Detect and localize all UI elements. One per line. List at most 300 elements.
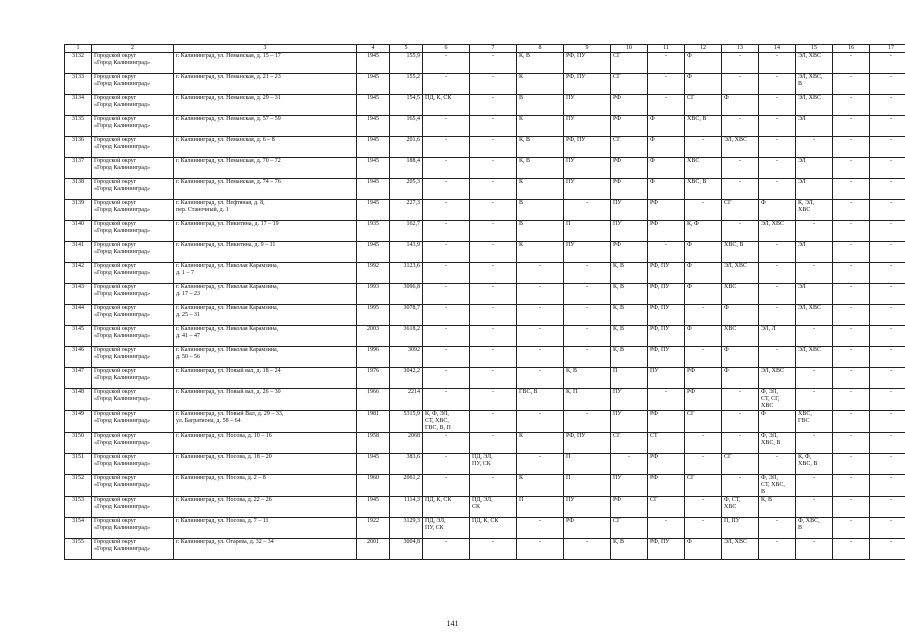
table-cell: 1976	[357, 368, 390, 389]
table-row	[65, 497, 905, 518]
table-cell: -	[423, 368, 470, 389]
table-cell: СГ	[685, 475, 722, 497]
table-cell: -	[833, 475, 870, 497]
table-cell: Городской округ «Город Калининград»	[92, 200, 174, 221]
table-cell: -	[648, 242, 685, 263]
table-cell: Ф	[648, 116, 685, 137]
table-cell: г. Калининград, ул. Неманская, д. 57 – 59	[174, 116, 357, 137]
table-cell: К	[517, 475, 564, 497]
table-cell: Городской округ «Город Калининград»	[92, 137, 174, 158]
table-cell: -	[833, 284, 870, 305]
table-cell: 1922	[357, 518, 390, 539]
table-cell: ЭЛ	[796, 242, 833, 263]
table-cell: -	[796, 368, 833, 389]
table-cell: -	[870, 326, 905, 347]
table-cell: 188,4	[390, 158, 423, 179]
table-cell: 143,9	[390, 242, 423, 263]
table-cell: -	[423, 179, 470, 200]
table-cell: г. Калининград, ул. Неманская, д. 6 – 8	[174, 137, 357, 158]
table-row	[65, 305, 905, 326]
table-cell: -	[423, 242, 470, 263]
table-cell: К, В	[611, 284, 648, 305]
table-cell: ПД, К, СК	[470, 518, 517, 539]
table-cell: -	[759, 305, 796, 326]
table-cell: 2214	[390, 389, 423, 411]
table-cell: 1960	[357, 475, 390, 497]
table-cell: РФ	[611, 497, 648, 518]
table-cell: -	[648, 95, 685, 116]
table-cell: -	[722, 475, 759, 497]
table-cell: -	[722, 116, 759, 137]
table-cell: 3129,3	[390, 518, 423, 539]
table-cell: Ф	[722, 305, 759, 326]
table-cell: ЭЛ, ХВС	[722, 263, 759, 284]
table-cell: -	[685, 518, 722, 539]
table-cell: 1992	[357, 263, 390, 284]
table-cell: -	[564, 411, 611, 433]
table-cell: К, Ф, ЭЛ, СТ, ХВС, ГВС, В, П	[423, 411, 470, 433]
table-cell: Ф	[685, 263, 722, 284]
table-cell: РФ, ПУ	[648, 326, 685, 347]
table-cell: -	[796, 389, 833, 411]
table-cell: г. Калининград, ул. Новый вал, д. 18 – 24	[174, 368, 357, 389]
table-cell: ЭЛ, ХВС	[759, 368, 796, 389]
table-cell: 3154	[65, 518, 92, 539]
table-cell: СГ	[648, 497, 685, 518]
column-number: 15	[796, 45, 833, 53]
table-cell: -	[648, 518, 685, 539]
table-cell: -	[470, 137, 517, 158]
table-cell: Ф	[685, 242, 722, 263]
table-cell: -	[470, 284, 517, 305]
table-cell: -	[685, 200, 722, 221]
table-cell: 1945	[357, 53, 390, 74]
table-cell: 3147	[65, 368, 92, 389]
table-cell: 1945	[357, 200, 390, 221]
table-cell: 155,9	[390, 53, 423, 74]
table-cell: -	[870, 433, 905, 454]
table-cell: В	[517, 221, 564, 242]
table-cell: РФ	[648, 200, 685, 221]
table-cell: Городской округ «Город Калининград»	[92, 74, 174, 95]
table-cell: Городской округ «Город Калининград»	[92, 454, 174, 475]
table-cell: ПД, К, СК	[423, 497, 470, 518]
table-cell: г. Калининград, ул. Неманская, д. 15 – 17	[174, 53, 357, 74]
table-cell: г. Калининград, ул. Нефтяная, д. 8, пер. Станочный, д. 1	[174, 200, 357, 221]
table-cell: ЭЛ	[796, 158, 833, 179]
table-cell: -	[470, 221, 517, 242]
table-cell: -	[470, 116, 517, 137]
table-cell: ЭЛ, ХВС	[722, 137, 759, 158]
table-cell: г. Калининград, ул. Неманская, д. 29 – 31	[174, 95, 357, 116]
table-cell: К, В	[564, 368, 611, 389]
table-cell: -	[564, 347, 611, 368]
table-cell: -	[870, 411, 905, 433]
table-cell: Городской округ «Город Калининград»	[92, 53, 174, 74]
table-cell: 3135	[65, 116, 92, 137]
table-cell: 1945	[357, 497, 390, 518]
table-cell: РФ	[648, 475, 685, 497]
table-cell: -	[517, 454, 564, 475]
table-cell: 3140	[65, 221, 92, 242]
table-cell: Ф, ЭЛ, ХВС, В	[759, 433, 796, 454]
table-cell: 3092	[390, 347, 423, 368]
table-cell: -	[833, 305, 870, 326]
table-cell: -	[833, 95, 870, 116]
table-cell: -	[423, 326, 470, 347]
table-cell: ПУ	[648, 368, 685, 389]
table-cell: -	[833, 242, 870, 263]
table-cell: Городской округ «Город Калининград»	[92, 242, 174, 263]
table-cell: П	[564, 475, 611, 497]
table-cell: -	[611, 454, 648, 475]
table-row	[65, 454, 905, 475]
column-number-row	[65, 45, 905, 53]
table-cell: 1114,3	[390, 497, 423, 518]
table-cell: 1945	[357, 158, 390, 179]
column-number: 2	[92, 45, 174, 53]
table-cell: -	[648, 74, 685, 95]
table-cell: Городской округ «Город Калининград»	[92, 411, 174, 433]
table-cell: -	[564, 326, 611, 347]
table-cell: -	[870, 263, 905, 284]
table-row	[65, 539, 905, 560]
table-cell: РФ	[611, 158, 648, 179]
table-cell: ХВС, ГВС	[796, 411, 833, 433]
table-cell: -	[833, 518, 870, 539]
table-cell: -	[722, 74, 759, 95]
table-cell: -	[796, 475, 833, 497]
table-cell: -	[648, 389, 685, 411]
table-cell: 2001	[357, 539, 390, 560]
table-cell: 3134	[65, 95, 92, 116]
table-cell: РФ, ПУ	[564, 74, 611, 95]
table-cell: -	[423, 137, 470, 158]
table-cell: -	[759, 539, 796, 560]
column-number: 7	[470, 45, 517, 53]
table-cell: г. Калининград, ул. Носова, д. 22 – 26	[174, 497, 357, 518]
table-cell: ЭЛ, ХВС	[796, 53, 833, 74]
table-cell: П, ПУ	[722, 518, 759, 539]
table-row	[65, 284, 905, 305]
table-cell: К, В	[611, 347, 648, 368]
table-cell: -	[833, 53, 870, 74]
table-cell: -	[870, 116, 905, 137]
table-cell: ГВС, В	[517, 389, 564, 411]
table-cell: 227,3	[390, 200, 423, 221]
column-number: 1	[65, 45, 92, 53]
table-cell: 1945	[357, 74, 390, 95]
table-cell: г. Калининград, ул. Носова, д. 7 – 11	[174, 518, 357, 539]
table-cell: г. Калининград, ул. Николая Карамзина, д. 1 – 7	[174, 263, 357, 284]
table-cell: г. Калининград, ул. Носова, д. 10 – 16	[174, 433, 357, 454]
table-cell: ПД, ЭЛ, ПУ, СК	[470, 454, 517, 475]
column-number: 11	[648, 45, 685, 53]
table-cell: 3137	[65, 158, 92, 179]
table-cell: г. Калининград, ул. Огарева, д. 32 – 34	[174, 539, 357, 560]
table-cell: -	[470, 179, 517, 200]
table-cell: -	[759, 95, 796, 116]
table-cell: -	[759, 179, 796, 200]
table-cell: 3148	[65, 389, 92, 411]
table-cell: Городской округ «Город Калининград»	[92, 263, 174, 284]
table-cell: -	[870, 200, 905, 221]
table-cell: ПУ	[611, 200, 648, 221]
table-row	[65, 347, 905, 368]
table-cell: -	[517, 284, 564, 305]
table-cell: -	[470, 347, 517, 368]
table-cell: -	[870, 284, 905, 305]
table-cell: 2061,2	[390, 475, 423, 497]
table-cell: -	[423, 221, 470, 242]
table-cell: -	[870, 158, 905, 179]
table-cell: 3132	[65, 53, 92, 74]
column-number: 5	[390, 45, 423, 53]
table-cell: -	[796, 263, 833, 284]
table-cell: -	[685, 305, 722, 326]
table-cell: Ф	[722, 95, 759, 116]
table-cell: Городской округ «Город Калининград»	[92, 179, 174, 200]
table-cell: 1995	[357, 305, 390, 326]
table-cell: г. Калининград, ул. Неманская, д. 74 – 76	[174, 179, 357, 200]
table-cell: -	[423, 454, 470, 475]
table-cell: 1945	[357, 179, 390, 200]
table-cell: 3618,2	[390, 326, 423, 347]
table-cell: 1945	[357, 137, 390, 158]
table-cell: Ф	[759, 411, 796, 433]
table-cell: -	[759, 158, 796, 179]
table-cell: 1981	[357, 411, 390, 433]
table-cell: 1958	[357, 433, 390, 454]
table-cell: Ф	[648, 137, 685, 158]
table-cell: г. Калининград, ул. Неманская, д. 21 – 23	[174, 74, 357, 95]
table-cell: г. Калининград, ул. Новый Вал, д. 29 – 33, ул. Багратиона, д. 58 – 64	[174, 411, 357, 433]
page-number: 141	[446, 619, 459, 628]
table-cell: 383,6	[390, 454, 423, 475]
table-cell: ПУ	[564, 242, 611, 263]
table-cell: К, ЭЛ, ХВС	[796, 200, 833, 221]
table-cell: г. Калининград, ул. Николая Карамзина, д. 50 – 56	[174, 347, 357, 368]
table-cell: -	[423, 200, 470, 221]
table-cell: -	[470, 475, 517, 497]
table-cell: г. Калининград, ул. Николая Карамзина, д. 25 – 31	[174, 305, 357, 326]
table-cell: -	[870, 221, 905, 242]
table-cell: 1945	[357, 242, 390, 263]
table-cell: К, Ф	[685, 221, 722, 242]
table-cell: -	[833, 200, 870, 221]
table-cell: ХВС, В	[685, 179, 722, 200]
table-cell: -	[759, 137, 796, 158]
table-cell: ЭЛ, ХВС	[796, 95, 833, 116]
table-cell: -	[796, 137, 833, 158]
table-cell: -	[759, 53, 796, 74]
table-cell: 3143	[65, 284, 92, 305]
table-cell: г. Калининград, ул. Новый вал, д. 26 – 30	[174, 389, 357, 411]
table-row	[65, 475, 905, 497]
table-cell: 3149	[65, 411, 92, 433]
table-cell: 3150	[65, 433, 92, 454]
table-cell: СГ	[611, 137, 648, 158]
table-cell: 5315,9	[390, 411, 423, 433]
table-cell: 154,5	[390, 95, 423, 116]
table-cell: -	[423, 475, 470, 497]
column-number: 6	[423, 45, 470, 53]
table-cell: -	[796, 497, 833, 518]
table-cell: Ф	[759, 200, 796, 221]
table-row	[65, 411, 905, 433]
table-cell: Городской округ «Город Калининград»	[92, 518, 174, 539]
table-cell: К	[517, 242, 564, 263]
table-cell: -	[870, 518, 905, 539]
table-cell: П	[564, 221, 611, 242]
table-cell: -	[423, 433, 470, 454]
table-cell: Ф	[685, 326, 722, 347]
table-cell: -	[470, 368, 517, 389]
table-cell: -	[759, 518, 796, 539]
table-row	[65, 242, 905, 263]
table-cell: -	[564, 284, 611, 305]
table-cell: -	[870, 475, 905, 497]
table-cell: -	[423, 53, 470, 74]
table-cell: -	[470, 539, 517, 560]
table-cell: -	[423, 263, 470, 284]
table-cell: -	[759, 242, 796, 263]
table-cell: Городской округ «Город Калининград»	[92, 95, 174, 116]
table-cell: РФ	[648, 411, 685, 433]
table-cell: Ф, ЭЛ, СТ, ХВС, В	[759, 475, 796, 497]
table-cell: г. Калининград, ул. Николая Карамзина, д. 41 – 47	[174, 326, 357, 347]
table-cell: -	[833, 263, 870, 284]
table-cell: -	[517, 263, 564, 284]
table-cell: П	[611, 368, 648, 389]
table-cell: г. Калининград, ул. Никитина, д. 17 – 19	[174, 221, 357, 242]
table-cell: -	[470, 263, 517, 284]
table-cell: -	[722, 53, 759, 74]
column-number: 14	[759, 45, 796, 53]
table-cell: -	[722, 179, 759, 200]
table-cell: -	[833, 74, 870, 95]
column-number: 4	[357, 45, 390, 53]
table-cell: -	[470, 53, 517, 74]
table-cell: г. Калининград, ул. Николая Карамзина, д. 17 – 23	[174, 284, 357, 305]
table-cell: ЭЛ	[796, 179, 833, 200]
table-cell: 3141	[65, 242, 92, 263]
table-cell: -	[833, 433, 870, 454]
table-cell: Городской округ «Город Калининград»	[92, 389, 174, 411]
table-cell: -	[759, 74, 796, 95]
table-row	[65, 95, 905, 116]
table-cell: -	[423, 116, 470, 137]
table-cell: СГ	[722, 200, 759, 221]
table-cell: Городской округ «Город Калининград»	[92, 475, 174, 497]
table-row	[65, 158, 905, 179]
table-cell: РФ	[685, 368, 722, 389]
table-cell: -	[759, 263, 796, 284]
table-cell: 3144	[65, 305, 92, 326]
table-cell: -	[759, 284, 796, 305]
table-cell: 3139	[65, 200, 92, 221]
table-cell: 3133	[65, 74, 92, 95]
table-cell: 3096,8	[390, 284, 423, 305]
table-cell: 162,7	[390, 221, 423, 242]
table-cell: Городской округ «Город Калининград»	[92, 497, 174, 518]
table-cell: РФ, ПУ	[564, 433, 611, 454]
table-cell: 1945	[357, 116, 390, 137]
table-cell: ХВС, В	[722, 242, 759, 263]
table-cell: Ф, ХВС, В	[796, 518, 833, 539]
table-cell: -	[423, 389, 470, 411]
table-cell: -	[870, 74, 905, 95]
table-cell: В	[517, 95, 564, 116]
table-cell: -	[648, 53, 685, 74]
column-number: 17	[870, 45, 905, 53]
table-cell: Ф	[722, 368, 759, 389]
table-cell: -	[759, 116, 796, 137]
table-cell: г. Калининград, ул. Неманская, д. 70 – 72	[174, 158, 357, 179]
table-cell: К, В	[611, 305, 648, 326]
table-cell: СГ	[611, 53, 648, 74]
table-cell: -	[685, 137, 722, 158]
table-cell: -	[564, 200, 611, 221]
table-cell: К, В	[759, 497, 796, 518]
table-cell: ПД, ЭЛ, СК	[470, 497, 517, 518]
table-cell: РФ, ПУ	[564, 53, 611, 74]
table-cell: -	[423, 305, 470, 326]
table-cell: Ф	[648, 158, 685, 179]
table-row	[65, 137, 905, 158]
table-cell: К	[517, 116, 564, 137]
table-cell: Ф	[685, 74, 722, 95]
table-cell: К, В	[517, 137, 564, 158]
table-cell: -	[517, 326, 564, 347]
table-cell: -	[685, 347, 722, 368]
table-cell: -	[470, 74, 517, 95]
table-cell: СГ	[722, 454, 759, 475]
table-cell: -	[564, 305, 611, 326]
table-cell: РФ	[611, 242, 648, 263]
table-row	[65, 368, 905, 389]
table-cell: ПД, ЭЛ, ПУ, СК	[423, 518, 470, 539]
table-cell: Ф	[722, 347, 759, 368]
table-cell: 3142	[65, 263, 92, 284]
table-cell: РФ, ПУ	[648, 347, 685, 368]
table-cell: РФ, ПУ	[648, 284, 685, 305]
table-cell: -	[833, 497, 870, 518]
table-cell: 3004,8	[390, 539, 423, 560]
table-cell: -	[870, 454, 905, 475]
table-cell: -	[833, 389, 870, 411]
table-cell: 3153	[65, 497, 92, 518]
table-cell: -	[870, 95, 905, 116]
table-cell: В	[517, 200, 564, 221]
table-cell: 1935	[357, 221, 390, 242]
table-row	[65, 179, 905, 200]
table-cell: Ф, СТ, ХВС	[722, 497, 759, 518]
table-cell: ПУ	[564, 95, 611, 116]
table-cell: Городской округ «Город Калининград»	[92, 305, 174, 326]
table-cell: -	[470, 326, 517, 347]
table-row	[65, 518, 905, 539]
table-cell: К, В	[517, 158, 564, 179]
table-cell: -	[833, 137, 870, 158]
table-row	[65, 200, 905, 221]
table-cell: -	[423, 539, 470, 560]
table-cell: 3123,6	[390, 263, 423, 284]
table-cell: 1996	[357, 347, 390, 368]
table-cell: К, В	[611, 539, 648, 560]
table-cell: К, Ф, ХВС, В	[796, 454, 833, 475]
table-cell: ЭЛ	[796, 116, 833, 137]
